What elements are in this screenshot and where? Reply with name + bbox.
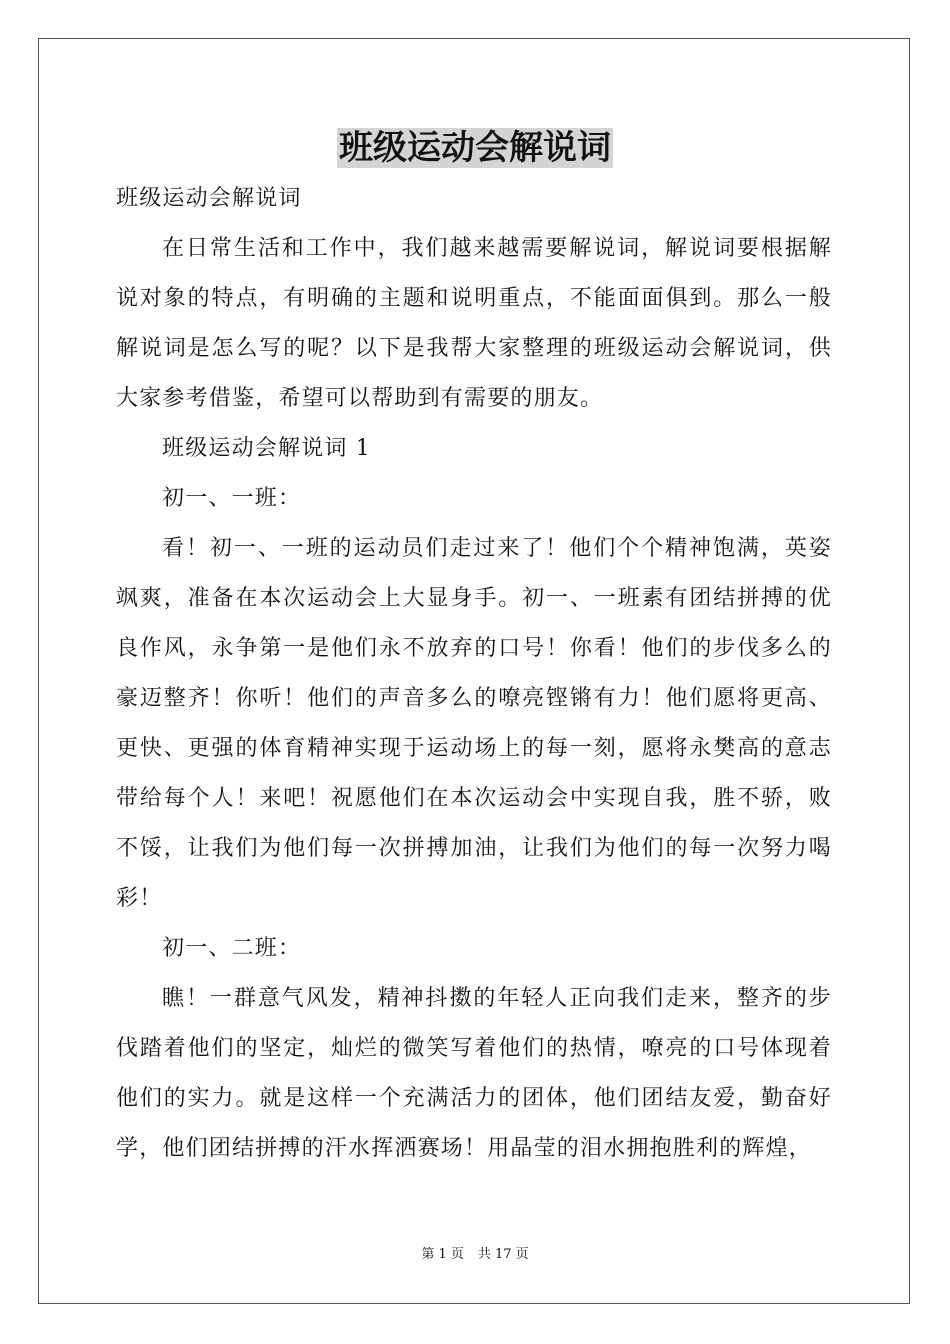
- page-footer: [0, 1246, 950, 1264]
- document-body: [116, 174, 832, 1174]
- class-commentary-1: 看！初一、一班的运动员们走过来了！他们个个精神饱满，英姿飒爽，准备在本次运动会上大显身手。初一、一班素有团结拼搏的优良作风，永争第一是他们永不放弃的口号！你看！他们的步伐多么的豪迈整齐！你听！他们的声音多么的嘹亮铿锵有力！他们愿将更高、更快、更强的体育精神实现于运动场上的每一刻，愿将永樊高的意志带给每个人！来吧！祝愿他们在本次运动会中实现自我，胜不骄，败不馁，让我们为他们每一次拼搏加油，让我们为他们的每一次努力喝彩！: [116, 536, 832, 911]
- class-commentary-2: 瞧！一群意气风发，精神抖擞的年轻人正向我们走来，整齐的步伐踏着他们的坚定，灿烂的微笑写着他们的热情，嘹亮的口号体现着他们的实力。就是这样一个充满活力的团体，他们团结友爱，勤奋好学，他们团结拼搏的汗水挥洒赛场！用晶莹的泪水拥抱胜利的辉煌，: [116, 986, 832, 1161]
- paragraph-subtitle: 班级运动会解说词: [116, 186, 302, 211]
- class-heading-1: 初一、一班：: [162, 486, 302, 511]
- document-title: [0, 126, 950, 170]
- page-total: 共 17 页: [477, 1247, 529, 1262]
- document-title-text: 班级运动会解说词: [339, 128, 611, 168]
- paragraph-intro: 在日常生活和工作中，我们越来越需要解说词，解说词要根据解说对象的特点，有明确的主题和说明重点，不能面面俱到。那么一般解说词是怎么写的呢？以下是我帮大家整理的班级运动会解说词，供大家参考借鉴，希望可以帮助到有需要的朋友。: [116, 236, 832, 411]
- class-heading-2: 初一、二班：: [162, 936, 302, 961]
- page-number: 第 1 页: [421, 1247, 464, 1262]
- section-heading: 班级运动会解说词 1: [162, 436, 371, 461]
